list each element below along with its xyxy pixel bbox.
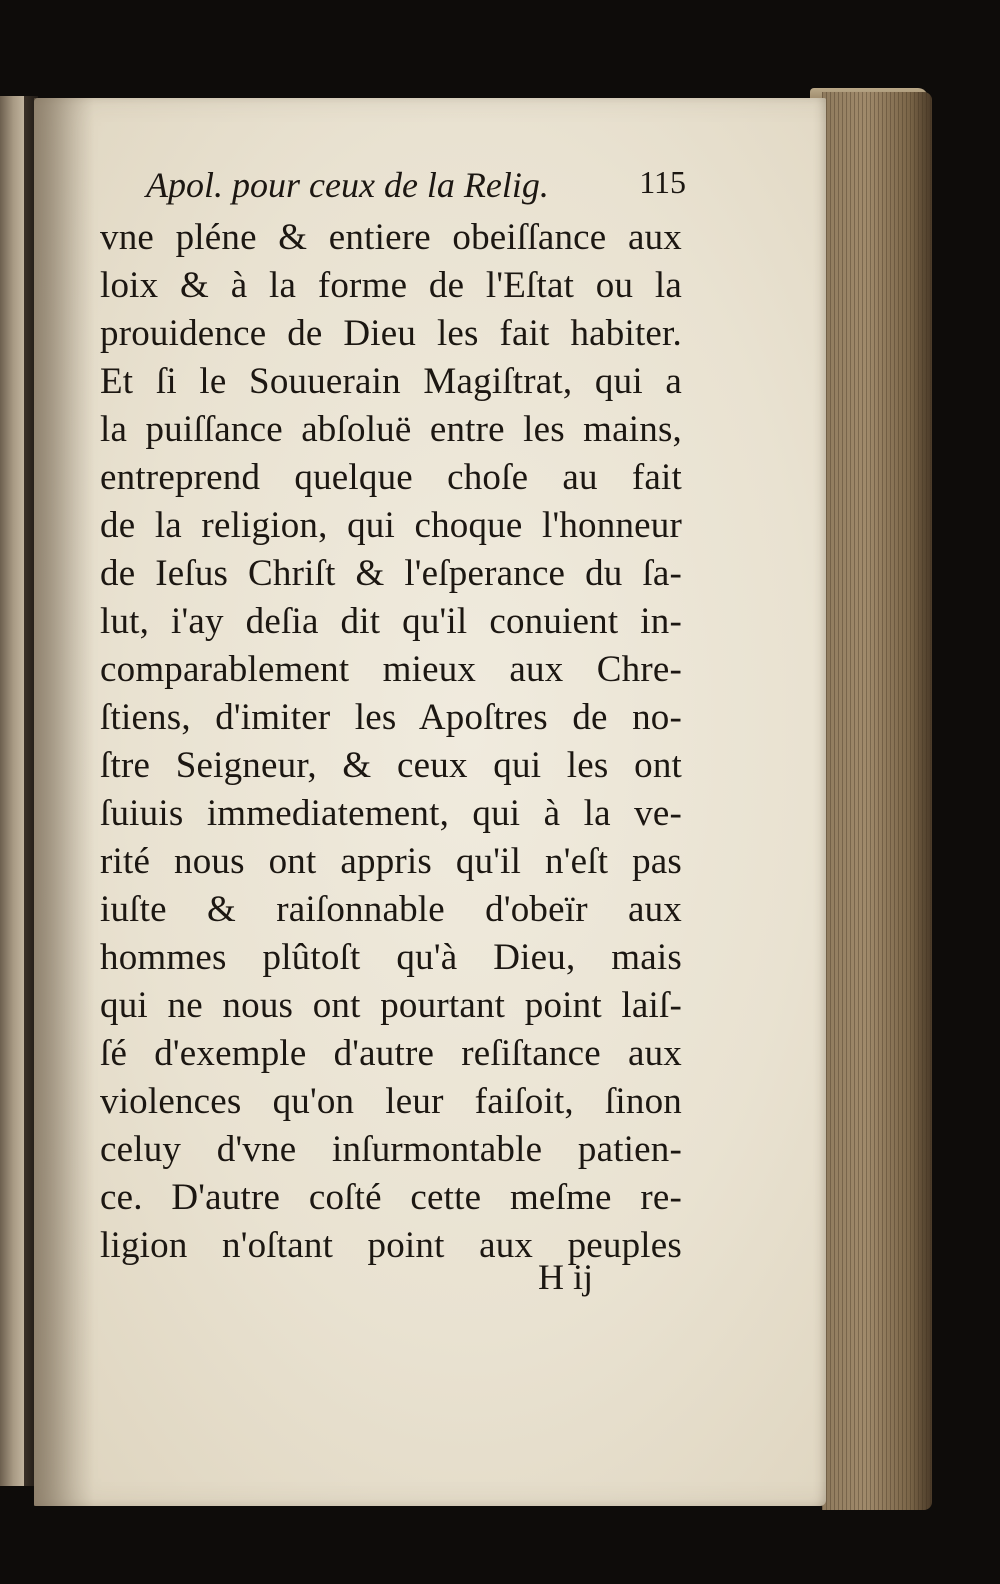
text-line: lut, i'ay deſia dit qu'il conuient in-: [100, 601, 682, 642]
text-line: ce. D'autre coſté cette meſme re-: [100, 1177, 682, 1218]
text-line: ligion n'oſtant point aux peuples: [100, 1225, 682, 1266]
text-line: vne pléne & entiere obeiſſance aux: [100, 217, 682, 258]
text-line: de la religion, qui choque l'honneur: [100, 505, 682, 546]
text-line: ſtiens, d'imiter les Apoſtres de no-: [100, 697, 682, 738]
text-line: hommes plûtoſt qu'à Dieu, mais: [100, 937, 682, 978]
text-line: rité nous ont appris qu'il n'eſt pas: [100, 841, 682, 882]
text-line: ſtre Seigneur, & ceux qui les ont: [100, 745, 682, 786]
text-line: comparablement mieux aux Chre-: [100, 649, 682, 690]
text-line: violences qu'on leur faiſoit, ſinon: [100, 1081, 682, 1122]
text-line: qui ne nous ont pourtant point laiſ-: [100, 985, 682, 1026]
text-line: iuſte & raiſonnable d'obeïr aux: [100, 889, 682, 930]
running-head-title: Apol. pour ceux de la Relig.: [146, 165, 549, 205]
text-line: de Ieſus Chriſt & l'eſperance du ſa-: [100, 553, 682, 594]
text-line: ſuiuis immediatement, qui à la ve-: [100, 793, 682, 834]
text-line: entreprend quelque choſe au fait: [100, 457, 682, 498]
text-line: Et ſi le Souuerain Magiſtrat, qui a: [100, 361, 682, 402]
text-line: prouidence de Dieu les fait habiter.: [100, 313, 682, 354]
text-line: loix & à la forme de l'Eſtat ou la: [100, 265, 682, 306]
page-stack-fore-edge: [822, 92, 932, 1510]
page-number: 115: [639, 164, 686, 200]
text-line: ſé d'exemple d'autre reſiſtance aux: [100, 1033, 682, 1074]
text-line: celuy d'vne inſurmontable patien-: [100, 1129, 682, 1170]
running-head: [146, 160, 686, 210]
text-line: la puiſſance abſoluë entre les mains,: [100, 409, 682, 450]
signature-mark: H ij: [538, 1257, 594, 1297]
